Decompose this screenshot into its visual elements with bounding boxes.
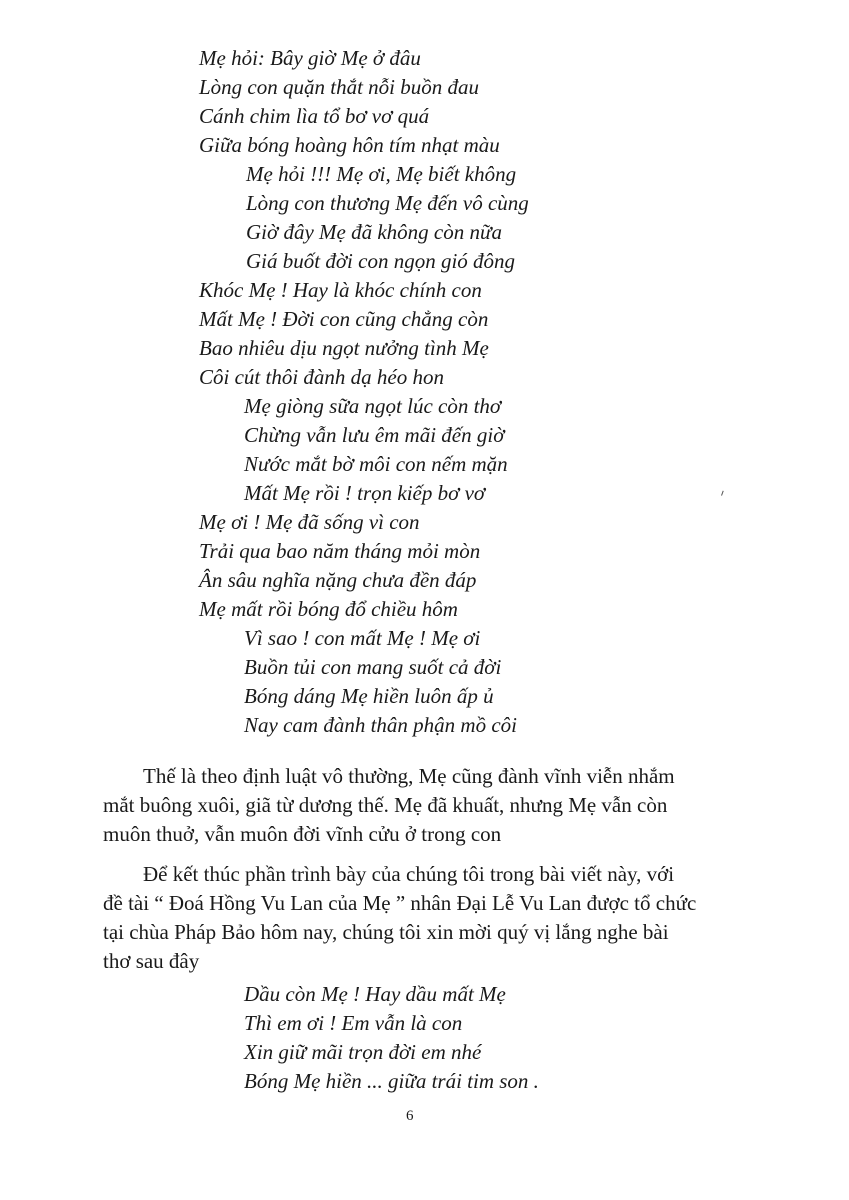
- poem-line: Giờ đây Mẹ đã không còn nữa: [246, 220, 502, 244]
- paragraph-line: Để kết thúc phần trình bày của chúng tôi trong bài viết này, với: [143, 862, 675, 886]
- poem-line: Mất Mẹ rồi ! trọn kiếp bơ vơ: [244, 481, 486, 505]
- poem-line: Ân sâu nghĩa nặng chưa đền đáp: [199, 568, 477, 592]
- paragraph-line: mắt buông xuôi, giã từ dương thế. Mẹ đã khuất, nhưng Mẹ vẫn còn: [103, 793, 668, 817]
- paragraph-line: thơ sau đây: [103, 949, 200, 973]
- poem-line: Chừng vẫn lưu êm mãi đến giờ: [244, 423, 505, 447]
- page-number: 6: [406, 1108, 414, 1124]
- poem-line: Dầu còn Mẹ ! Hay dầu mất Mẹ: [244, 982, 506, 1006]
- poem-line: Lòng con quặn thắt nỗi buồn đau: [199, 75, 480, 99]
- poem-line: Mẹ hỏi !!! Mẹ ơi, Mẹ biết không: [246, 162, 517, 186]
- poem-line: Bóng Mẹ hiền ... giữa trái tim son .: [244, 1069, 539, 1093]
- poem-line: Giữa bóng hoàng hôn tím nhạt màu: [199, 133, 500, 157]
- poem-line: Mẹ mất rồi bóng đổ chiều hôm: [199, 597, 458, 621]
- poem-line: Thì em ơi ! Em vẫn là con: [244, 1011, 463, 1035]
- paragraph-line: tại chùa Pháp Bảo hôm nay, chúng tôi xin mời quý vị lắng nghe bài: [103, 920, 669, 944]
- poem-line: Nước mắt bờ môi con nếm mặn: [244, 452, 508, 476]
- poem-line: Mẹ ơi ! Mẹ đã sống vì con: [199, 510, 420, 534]
- poem-line: Mẹ hỏi: Bây giờ Mẹ ở đâu: [199, 46, 421, 70]
- poem-line: Lòng con thương Mẹ đến vô cùng: [246, 191, 529, 215]
- poem-line: Buồn tủi con mang suốt cả đời: [244, 655, 502, 679]
- scan-mark: [717, 489, 723, 495]
- poem-line: Côi cút thôi đành dạ héo hon: [199, 365, 444, 389]
- poem-line: Bao nhiêu dịu ngọt nưởng tình Mẹ: [199, 336, 489, 360]
- paragraph-line: muôn thuở, vẫn muôn đời vĩnh cửu ở trong con: [103, 822, 502, 846]
- poem-line: Vì sao ! con mất Mẹ ! Mẹ ơi: [244, 626, 481, 650]
- paragraph-line: đề tài “ Đoá Hồng Vu Lan của Mẹ ” nhân Đại Lễ Vu Lan được tổ chức: [103, 891, 697, 915]
- poem-line: Bóng dáng Mẹ hiền luôn ấp ủ: [244, 684, 494, 708]
- poem-line: Nay cam đành thân phận mồ côi: [244, 713, 517, 737]
- poem-line: Mẹ giòng sữa ngọt lúc còn thơ: [244, 394, 502, 418]
- poem-line: Khóc Mẹ ! Hay là khóc chính con: [199, 278, 482, 302]
- poem-line: Mất Mẹ ! Đời con cũng chẳng còn: [199, 307, 489, 331]
- poem-line: Giá buốt đời con ngọn gió đông: [246, 249, 516, 273]
- poem-line: Cánh chim lìa tổ bơ vơ quá: [199, 104, 430, 128]
- poem-line: Trải qua bao năm tháng mỏi mòn: [199, 539, 481, 563]
- poem-line: Xin giữ mãi trọn đời em nhé: [244, 1040, 482, 1064]
- paragraph-line: Thế là theo định luật vô thường, Mẹ cũng đành vĩnh viễn nhắm: [143, 764, 675, 788]
